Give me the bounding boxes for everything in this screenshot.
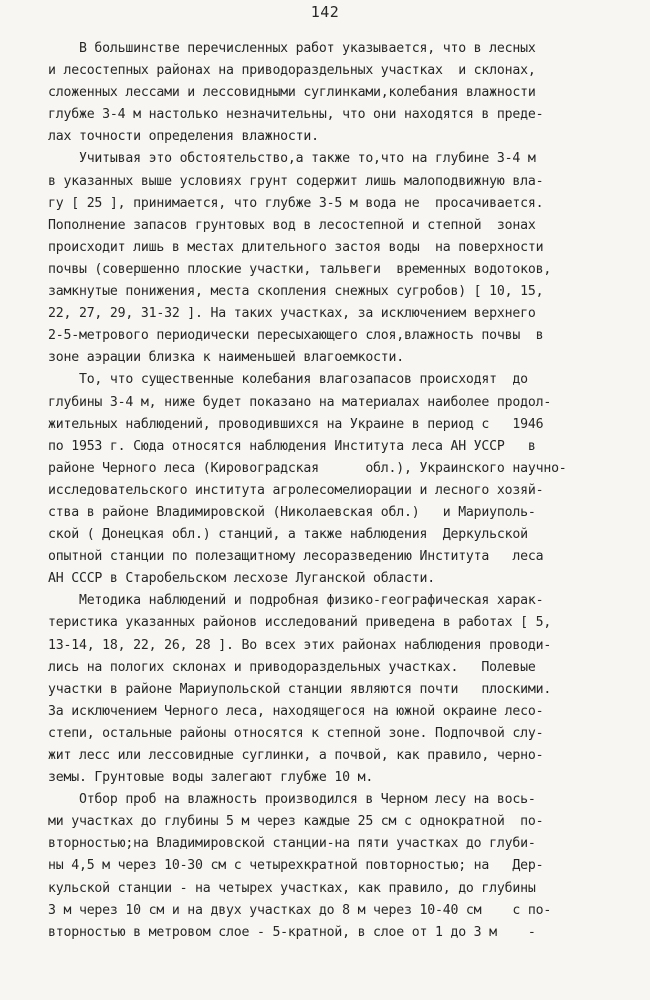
text-line: исследовательского института агролесомелиорации и лесного хозяй- (48, 482, 544, 498)
text-line: За исключением Черного леса, находящегося на южной окраине лесо- (48, 703, 544, 719)
text-line: АН СССР в Старобельском лесхозе Луганской области. (48, 571, 435, 587)
text-line: вторностью;на Владимировской станции-на пяти участках до глуби- (48, 836, 536, 852)
text-line: То, что существенные колебания влагозапасов происходят до (48, 372, 528, 388)
text-line: лах точности определения влажности. (48, 129, 319, 145)
text-line: кульской станции - на четырех участках, как правило, до глубины (48, 880, 536, 896)
text-line: 2-5-метрового периодически пересыхающего слоя,влажность почвы в (48, 328, 544, 344)
text-line: теристика указанных районов исследований приведена в работах [ 5, (48, 615, 552, 631)
text-line: ны 4,5 м через 10-30 см с четырехкратной повторностью; на Дер- (48, 858, 544, 874)
page-number: 142 (310, 3, 340, 21)
text-line: глубже 3-4 м настолько незначительны, что они находятся в преде- (48, 107, 544, 123)
text-line: в указанных выше условиях грунт содержит лишь малоподвижную вла- (48, 173, 544, 189)
text-line: 3 м через 10 см и на двух участках до 8 м через 10-40 см с по- (48, 902, 552, 918)
text-line: замкнутые понижения, места скопления снежных сугробов) [ 10, 15, (48, 284, 544, 300)
text-line: жит лесс или лессовидные суглинки, а почвой, как правило, черно- (48, 748, 544, 763)
text-line: степи, остальные районы относятся к степной зоне. Подпочвой слу- (48, 725, 544, 741)
text-line: 22, 27, 29, 31-32 ]. На таких участках, за исключением верхнего (48, 306, 536, 322)
text-line: почвы (совершенно плоские участки, тальвеги временных водотоков, (48, 261, 552, 277)
text-line: участки в районе Мариупольской станции являются почти плоскими. (48, 681, 552, 697)
text-line: 13-14, 18, 22, 26, 28 ]. Во всех этих районах наблюдения проводи- (48, 637, 552, 653)
text-line: происходит лишь в местах длительного застоя воды на поверхности (48, 239, 544, 255)
text-line: зоне аэрации близка к наименьшей влагоемкости. (48, 350, 405, 366)
text-line: глубины 3-4 м, ниже будет показано на материалах наиболее продол- (48, 394, 552, 410)
text-line: Методика наблюдений и подробная физико-географическая харак- (48, 593, 544, 609)
text-line: Отбор проб на влажность производился в Черном лесу на вось- (48, 792, 536, 808)
text-line: вторностью в метровом слое - 5-кратной, в слое от 1 до 3 м - (48, 924, 536, 940)
text-line: сложенных лессами и лессовидными суглинками,колебания влажности (48, 85, 536, 101)
text-line: по 1953 г. Сюда относятся наблюдения Института леса АН УССР в (48, 438, 536, 454)
text-line: земы. Грунтовые воды залегают глубже 10 м. (48, 770, 374, 786)
text-line: Учитывая это обстоятельство,а также то,что на глубине 3-4 м (48, 151, 536, 167)
text-line: Пополнение запасов грунтовых вод в лесостепной и степной зонах (48, 217, 536, 233)
text-line: В большинстве перечисленных работ указывается, что в лесных (48, 41, 536, 56)
text-line: лись на пологих склонах и приводораздельных участках. Полевые (48, 659, 536, 675)
text-line: районе Черного леса (Кировоградская обл.), Украинского научно- (48, 460, 567, 476)
text-line: жительных наблюдений, проводившихся на Украине в период с 1946 (48, 416, 544, 432)
body-text (48, 38, 608, 944)
text-line: ми участках до глубины 5 м через каждые 25 см с однократной по- (48, 814, 544, 830)
text-line: ской ( Донецкая обл.) станций, а также наблюдения Деркульской (48, 527, 528, 543)
text-line: гу [ 25 ], принимается, что глубже 3-5 м вода не просачивается. (48, 195, 544, 211)
text-line: ства в районе Владимировской (Николаевская обл.) и Мариуполь- (48, 504, 536, 520)
text-line: опытной станции по полезащитному лесоразведению Института леса (48, 549, 544, 565)
text-line: и лесостепных районах на приводораздельных участках и склонах, (48, 63, 536, 79)
